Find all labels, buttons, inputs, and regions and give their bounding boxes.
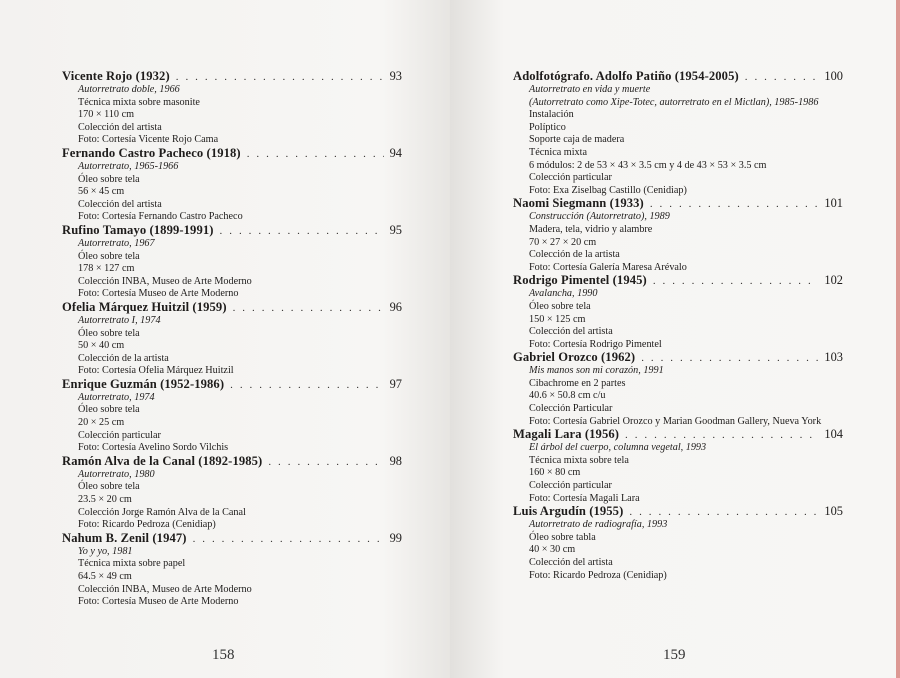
entry-page-number: 104 xyxy=(824,427,843,442)
artwork-detail: Óleo sobre tabla xyxy=(529,531,596,543)
artwork-detail: Colección INBA, Museo de Arte Moderno xyxy=(78,583,252,595)
entry-header xyxy=(62,70,402,84)
entry-header xyxy=(62,224,402,238)
entry-header xyxy=(513,274,843,288)
artwork-detail: Colección del artista xyxy=(78,198,162,210)
artwork-detail: 40 × 30 cm xyxy=(529,544,576,556)
dot-leader xyxy=(650,198,819,211)
artwork-title: Avalancha, 1990 xyxy=(529,288,598,300)
catalog-entry xyxy=(513,428,843,505)
dot-leader xyxy=(268,456,383,469)
artwork-detail: 150 × 125 cm xyxy=(529,313,586,325)
artwork-detail: Óleo sobre tela xyxy=(529,300,591,312)
artwork-detail: Instalación xyxy=(529,109,574,121)
artwork-detail: Foto: Exa Ziselbag Castillo (Cenidiap) xyxy=(529,184,687,196)
artwork-detail: Foto: Cortesía Vicente Rojo Cama xyxy=(78,134,219,146)
artist-name: Rufino Tamayo (1899-1991) xyxy=(62,222,214,237)
dot-leader xyxy=(653,275,819,288)
artist-name: Gabriel Orozco (1962) xyxy=(513,350,636,365)
artwork-detail: 170 × 110 cm xyxy=(78,109,135,121)
artwork-detail: Óleo sobre tela xyxy=(78,327,140,339)
entry-page-number: 105 xyxy=(824,504,843,519)
artwork-detail: Madera, tela, vidrio y alambre xyxy=(529,223,653,235)
artist-name: Enrique Guzmán (1952-1986) xyxy=(62,376,225,391)
entry-page-number: 97 xyxy=(389,376,402,391)
catalog-entry xyxy=(62,70,402,147)
entry-header xyxy=(513,70,843,84)
artist-name: Magali Lara (1956) xyxy=(513,427,620,442)
right-column xyxy=(513,70,843,582)
artwork-detail: Técnica mixta sobre tela xyxy=(529,454,629,466)
artwork-detail: Foto: Ricardo Pedroza (Cenidiap) xyxy=(78,519,216,531)
artwork-detail: Políptico xyxy=(529,121,566,133)
entry-page-number: 94 xyxy=(389,145,402,160)
artwork-detail: Foto: Cortesía Ofelia Márquez Huitzil xyxy=(78,365,234,377)
artwork-detail: 160 × 80 cm xyxy=(529,467,581,479)
left-column xyxy=(62,70,402,609)
right-page xyxy=(450,0,900,678)
entry-page-number: 101 xyxy=(824,196,843,211)
artwork-detail: Óleo sobre tela xyxy=(78,481,140,493)
artwork-title: Construcción (Autorretrato), 1989 xyxy=(529,211,670,223)
artwork-detail: Colección INBA, Museo de Arte Moderno xyxy=(78,275,252,287)
catalog-entry xyxy=(513,197,843,274)
artwork-detail: Óleo sobre tela xyxy=(78,173,140,185)
artwork-detail: Técnica mixta xyxy=(529,146,587,158)
artwork-detail: 40.6 × 50.8 cm c/u xyxy=(529,390,606,402)
artwork-detail: Foto: Cortesía Galería Maresa Arévalo xyxy=(529,261,687,273)
entry-page-number: 99 xyxy=(389,530,402,545)
artwork-title: Autorretrato doble, 1966 xyxy=(78,84,180,95)
artwork-detail: Foto: Cortesía Avelino Sordo Vilchis xyxy=(78,442,229,454)
artwork-detail: Foto: Cortesía Rodrigo Pimentel xyxy=(529,338,662,350)
artwork-detail: Colección Particular xyxy=(529,403,613,415)
artwork-detail: Óleo sobre tela xyxy=(78,404,140,416)
artwork-title: El árbol del cuerpo, columna vegetal, 1993 xyxy=(529,442,707,454)
entry-header xyxy=(62,532,402,546)
dot-leader xyxy=(233,302,384,315)
dot-leader xyxy=(641,352,818,365)
entry-page-number: 93 xyxy=(389,69,402,83)
artwork-detail: 70 × 27 × 20 cm xyxy=(529,236,597,248)
page-number-right: 159 xyxy=(663,647,686,663)
entry-header xyxy=(513,197,843,211)
artwork-detail: Foto: Cortesía Gabriel Orozco y Marian Goodman Gallery, Nueva York xyxy=(529,415,822,427)
artwork-detail: 178 × 127 cm xyxy=(78,263,135,275)
artwork-detail: Técnica mixta sobre masonite xyxy=(78,96,200,108)
artwork-detail: Foto: Cortesía Magali Lara xyxy=(529,492,640,504)
dot-leader xyxy=(176,71,384,84)
artwork-detail: 20 × 25 cm xyxy=(78,417,125,429)
catalog-entry xyxy=(62,532,402,609)
dot-leader xyxy=(193,533,384,546)
artwork-title: Autorretrato I, 1974 xyxy=(78,314,161,326)
entry-page-number: 98 xyxy=(389,453,402,468)
artwork-detail: Colección de la artista xyxy=(78,352,169,364)
dot-leader xyxy=(247,148,384,161)
artwork-detail: 6 módulos: 2 de 53 × 43 × 3.5 cm y 4 de 43 × 53 × 3.5 cm xyxy=(529,159,767,171)
entry-header xyxy=(513,505,843,519)
dot-leader xyxy=(220,225,384,238)
artwork-detail: Colección Jorge Ramón Alva de la Canal xyxy=(78,506,246,518)
artwork-title-continued: (Autorretrato como Xipe-Totec, autorretrato en el Mictlan), 1985-1986 xyxy=(529,96,819,108)
artwork-detail: Colección del artista xyxy=(78,121,162,133)
catalog-entry xyxy=(62,301,402,378)
artwork-detail: Foto: Cortesía Fernando Castro Pacheco xyxy=(78,211,243,223)
dot-leader xyxy=(625,429,818,442)
entry-header xyxy=(62,301,402,315)
artist-name: Ofelia Márquez Huitzil (1959) xyxy=(62,299,227,314)
artist-name: Nahum B. Zenil (1947) xyxy=(62,530,187,545)
dot-leader xyxy=(745,71,819,84)
artwork-title: Autorretrato, 1967 xyxy=(78,237,155,249)
catalog-entry xyxy=(513,505,843,582)
entry-page-number: 103 xyxy=(824,350,843,365)
catalog-entry xyxy=(62,224,402,301)
artwork-detail: Foto: Cortesía Museo de Arte Moderno xyxy=(78,596,239,608)
dot-leader xyxy=(629,506,818,519)
artwork-title: Autorretrato de radiografía, 1993 xyxy=(529,519,668,531)
artist-name: Adolfotógrafo. Adolfo Patiño (1954-2005) xyxy=(513,69,739,83)
artwork-detail: 50 × 40 cm xyxy=(78,340,125,352)
artist-name: Fernando Castro Pacheco (1918) xyxy=(62,145,241,160)
artwork-title: Mis manos son mi corazón, 1991 xyxy=(529,365,664,377)
artwork-detail: Colección de la artista xyxy=(529,249,620,261)
artwork-detail: Foto: Cortesía Museo de Arte Moderno xyxy=(78,288,239,300)
artwork-detail: Foto: Ricardo Pedroza (Cenidiap) xyxy=(529,569,667,581)
artist-name: Rodrigo Pimentel (1945) xyxy=(513,273,647,288)
artwork-detail: 56 × 45 cm xyxy=(78,186,125,198)
artist-name: Vicente Rojo (1932) xyxy=(62,69,170,83)
artist-name: Ramón Alva de la Canal (1892-1985) xyxy=(62,453,263,468)
entry-page-number: 100 xyxy=(824,69,843,83)
artist-name: Luis Argudín (1955) xyxy=(513,504,624,519)
artwork-detail: Colección del artista xyxy=(529,326,613,338)
artwork-detail: Óleo sobre tela xyxy=(78,250,140,262)
catalog-entry xyxy=(62,147,402,224)
catalog-entry xyxy=(513,274,843,351)
artwork-title: Yo y yo, 1981 xyxy=(78,545,133,557)
artwork-detail: Colección del artista xyxy=(529,557,613,568)
artwork-detail: Técnica mixta sobre papel xyxy=(78,558,186,570)
artwork-detail: 23.5 × 20 cm xyxy=(78,494,132,506)
catalog-entry xyxy=(513,351,843,428)
entry-header xyxy=(513,428,843,442)
catalog-entry xyxy=(513,70,843,197)
entry-page-number: 95 xyxy=(389,222,402,237)
artwork-title: Autorretrato en vida y muerte xyxy=(529,84,651,95)
artwork-title: Autorretrato, 1965-1966 xyxy=(78,160,179,172)
entry-header xyxy=(62,147,402,161)
artwork-title: Autorretrato, 1974 xyxy=(78,391,155,403)
artwork-detail: Soporte caja de madera xyxy=(529,134,625,146)
catalog-entry xyxy=(62,378,402,455)
artist-name: Naomi Siegmann (1933) xyxy=(513,196,644,211)
entry-header xyxy=(62,378,402,392)
entry-page-number: 96 xyxy=(389,299,402,314)
catalog-entry xyxy=(62,455,402,532)
entry-header xyxy=(513,351,843,365)
artwork-detail: 64.5 × 49 cm xyxy=(78,571,132,582)
page-number-left: 158 xyxy=(212,647,235,663)
entry-page-number: 102 xyxy=(824,273,843,288)
entry-header xyxy=(62,455,402,469)
artwork-title: Autorretrato, 1980 xyxy=(78,468,155,480)
artwork-detail: Cibachrome en 2 partes xyxy=(529,377,626,389)
dot-leader xyxy=(230,379,383,392)
artwork-detail: Colección particular xyxy=(78,429,161,441)
artwork-detail: Colección particular xyxy=(529,480,612,492)
artwork-detail: Colección particular xyxy=(529,172,612,184)
